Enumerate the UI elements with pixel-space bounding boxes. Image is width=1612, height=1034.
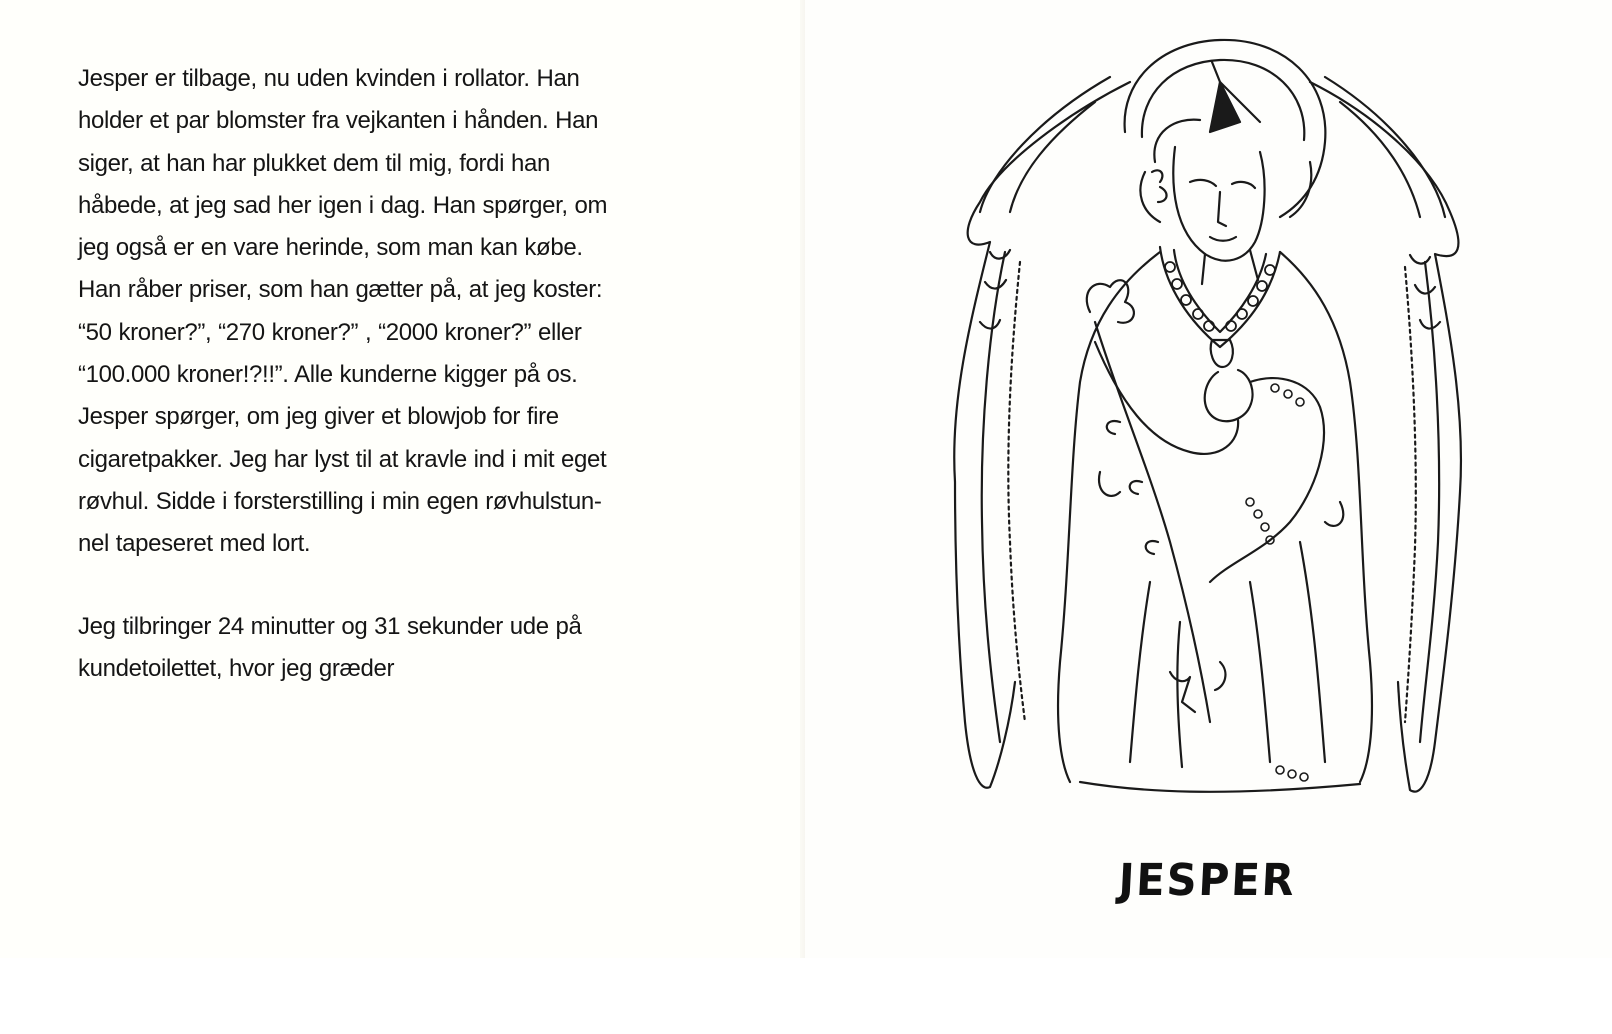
text-line: holder et par blomster fra vejkanten i hånden. Han — [78, 107, 599, 135]
paragraph-1 — [78, 58, 748, 566]
angel-illustration — [920, 22, 1495, 822]
text-line: “100.000 kroner!?!!”. Alle kunderne kigger på os. — [78, 361, 578, 389]
hem-beads — [1276, 766, 1308, 781]
robe-folds — [1130, 542, 1325, 767]
pendant — [1211, 340, 1233, 367]
text-line: siger, at han har plukket dem til mig, fordi han — [78, 149, 550, 177]
hair — [1140, 120, 1311, 222]
text-line: jeg også er en vare herinde, som man kan købe. — [78, 234, 583, 262]
arm-right — [1210, 378, 1324, 582]
text-line: røvhul. Sidde i forsterstilling i min egen røvhulstun- — [78, 487, 602, 515]
body-text — [78, 58, 748, 690]
text-line: håbede, at jeg sad her igen i dag. Han spørger, om — [78, 191, 608, 219]
crown-ornament — [1210, 82, 1240, 132]
text-line: kundetoilettet, hvor jeg græder — [78, 654, 395, 682]
text-line: Han råber priser, som han gætter på, at jeg koster: — [78, 276, 603, 304]
lily-stem — [1095, 322, 1210, 722]
text-line: Jeg tilbringer 24 minutter og 31 sekunder ude på — [78, 612, 582, 640]
robe — [1058, 252, 1372, 782]
left-page — [0, 0, 805, 958]
text-line: nel tapeseret med lort. — [78, 530, 311, 558]
neck — [1202, 250, 1258, 284]
text-line: “50 kroner?”, “270 kroner?” , “2000 kroner?” eller — [78, 318, 582, 346]
text-line: cigaretpakker. Jeg har lyst til at kravle ind i mit eget — [78, 445, 607, 473]
sleeve-beads — [1246, 384, 1304, 544]
illustration-caption: JESPER — [1117, 855, 1297, 906]
left-wing — [954, 82, 1130, 788]
hand — [1205, 370, 1253, 421]
halo-outer — [1125, 40, 1326, 217]
text-line: Jesper spørger, om jeg giver et blowjob for fire — [78, 403, 559, 431]
text-line: Jesper er tilbage, nu uden kvinden i rollator. Han — [78, 65, 580, 92]
paragraph-2 — [78, 606, 748, 691]
collar-beads — [1165, 262, 1275, 331]
paragraph-gap — [78, 566, 748, 606]
arm-left — [1095, 342, 1238, 454]
